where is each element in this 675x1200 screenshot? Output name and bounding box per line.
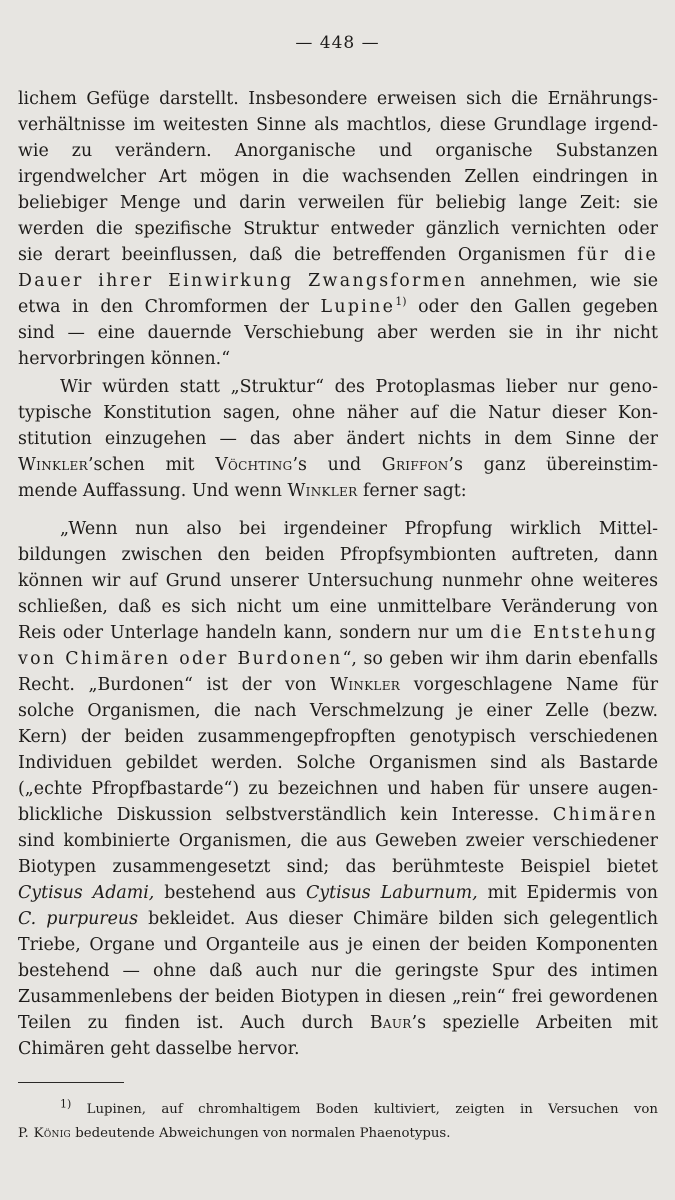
text-line: solche Organismen, die nach Verschmelzung je einer Zelle (bezw. xyxy=(18,701,658,721)
text-line: etwa in den Chromformen der Lupine$^{1)}$ oder den Gallen gegeben xyxy=(18,295,659,317)
text-line: blickliche Diskussion selbstverständlich kein Interesse. Chimären xyxy=(18,805,658,825)
text-line: sie derart beeinflussen, daß die betreffenden Organismen für die xyxy=(18,245,658,265)
footnote-ref: 1) xyxy=(395,295,407,309)
text-line: stitution einzugehen — das aber ändert nichts in dem Sinne der xyxy=(18,429,658,449)
text-line: beliebiger Menge und darin verweilen für beliebig lange Zeit: sie xyxy=(18,193,658,213)
text-line: Chimären geht dasselbe hervor. xyxy=(18,1039,300,1059)
text-line: sind kombinierte Organismen, die aus Geweben zweier verschiedener xyxy=(18,831,658,851)
text-line: Winkler’schen mit Vöchting’s und Griffon’s ganz übereinstim- xyxy=(18,455,658,475)
page-number: — 448 — xyxy=(295,33,380,53)
text-line: mende Auffassung. Und wenn Winkler ferner sagt: xyxy=(18,481,467,501)
text-line: Biotypen zusammengesetzt sind; das berühmteste Beispiel bietet xyxy=(18,857,658,877)
text-line: lichem Gefüge darstellt. Insbesondere erweisen sich die Ernährungs- xyxy=(18,89,658,109)
text-line: sind — eine dauernde Verschiebung aber werden sie in ihr nicht xyxy=(18,323,658,343)
text-line: typische Konstitution sagen, ohne näher auf die Natur dieser Kon- xyxy=(18,403,658,423)
text-line: hervorbringen können.“ xyxy=(18,349,231,369)
text-line: wie zu verändern. Anorganische und organische Substanzen xyxy=(18,141,658,161)
text-line: Individuen gebildet werden. Solche Organismen sind als Bastarde xyxy=(18,753,658,773)
text-line: Reis oder Unterlage handeln kann, sondern nur um die Entstehung xyxy=(18,623,658,643)
footnote-line: P. König bedeutende Abweichungen von normalen Phaenotypus. xyxy=(18,1126,451,1141)
text-line: von Chimären oder Burdonen“, so geben wir ihm darin ebenfalls xyxy=(18,649,658,669)
text-line: irgendwelcher Art mögen in die wachsenden Zellen eindringen in xyxy=(18,167,658,187)
text-line: können wir auf Grund unserer Untersuchung nunmehr ohne weiteres xyxy=(18,571,658,591)
text-line: Triebe, Organe und Organteile aus je einen der beiden Komponenten xyxy=(18,935,658,955)
text-line: „Wenn nun also bei irgendeiner Pfropfung wirklich Mittel- xyxy=(60,519,658,539)
text-line: Cytisus Adami, bestehend aus Cytisus Laburnum, mit Epidermis von xyxy=(18,883,659,903)
text-line: bestehend — ohne daß auch nur die geringste Spur des intimen xyxy=(18,961,658,981)
text-line: Dauer ihrer Einwirkung Zwangsformen annehmen, wie sie xyxy=(18,271,658,291)
text-line: Kern) der beiden zusammengepfropften genotypisch verschiedenen xyxy=(18,727,658,747)
text-line: Zusammenlebens der beiden Biotypen in diesen „rein“ frei gewordenen xyxy=(18,987,658,1007)
text-line: verhältnisse im weitesten Sinne als machtlos, diese Grundlage irgend- xyxy=(18,115,658,135)
text-line: bildungen zwischen den beiden Pfropfsymbionten auftreten, dann xyxy=(18,545,658,565)
text-line: werden die spezifische Struktur entweder gänzlich vernichten oder xyxy=(18,219,658,239)
text-line: Teilen zu finden ist. Auch durch Baur’s spezielle Arbeiten mit xyxy=(18,1013,659,1033)
text-line: („echte Pfropfbastarde“) zu bezeichnen und haben für unsere augen- xyxy=(18,779,658,799)
text-line: schließen, daß es sich nicht um eine unmittelbare Veränderung von xyxy=(18,597,658,617)
footnote-divider xyxy=(18,1082,124,1083)
text-line: Recht. „Burdonen“ ist der von Winkler vorgeschlagene Name für xyxy=(18,675,659,695)
text-line: Wir würden statt „Struktur“ des Protoplasmas lieber nur geno- xyxy=(60,377,658,397)
footnote-marker: 1) xyxy=(60,1097,72,1111)
text-line: C. purpureus bekleidet. Aus dieser Chimäre bilden sich gelegentlich xyxy=(18,909,659,929)
footnote-line: $^{1)}$ Lupinen, auf chromhaltigem Boden kultiviert, zeigten in Versuchen von xyxy=(60,1097,658,1117)
